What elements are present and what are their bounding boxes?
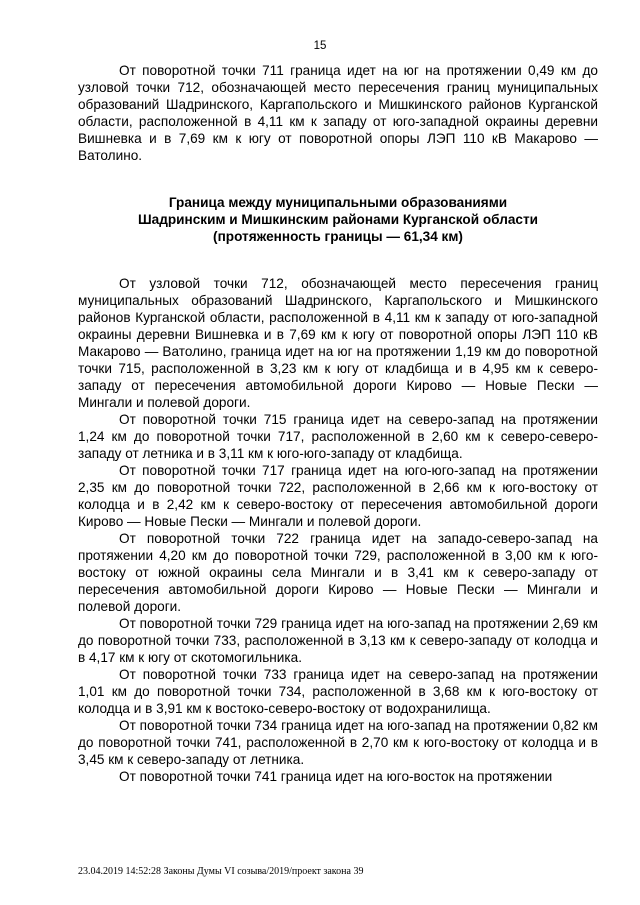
paragraph: От поворотной точки 715 граница идет на северо-запад на протяжении 1,24 км до поворотной точки 717, расположенной в 2,60 км к северо-северо-западу от летника и в 3,11 км к юго-юго-западу от кладбища. (78, 412, 598, 461)
section-heading (78, 194, 598, 245)
section-heading-line-1: Граница между муниципальными образованиями (168, 195, 508, 210)
document-body (78, 62, 598, 785)
page-number: 15 (313, 40, 327, 52)
paragraph: От поворотной точки 729 граница идет на юго-запад на протяжении 2,69 км до поворотной точки 733, расположенной в 3,13 км к северо-западу от колодца и в 4,17 км к югу от скотомогильника. (78, 616, 598, 665)
section-heading-line-3: (протяженность границы — 61,34 км) (213, 229, 463, 244)
paragraph: От узловой точки 712, обозначающей место пересечения границ муниципальных образований Шадринского, Каргапольского и Мишкинского районов Курганской области, расположенной в 4,11 км к западу от юго-западной окраины деревни Вишневка и в 7,69 км к югу от поворотной опоры ЛЭП 110 кВ Макарово — Ватолино, граница идет на юг на протяжении 1,19 км до поворотной точки 715, расположенной в 3,23 км к югу от кладбища и в 4,95 км к северо-западу от пересечения автомобильной дороги Кирово — Новые Пески — Мингали и полевой дороги. (78, 276, 598, 410)
section-heading-line-2: Шадринским и Мишкинским районами Курганской области (138, 212, 538, 227)
paragraph-intro: От поворотной точки 711 граница идет на юг на протяжении 0,49 км до узловой точки 712, обозначающей место пересечения границ муниципальных образований Шадринского, Каргапольского и Мишкинского районов Курганской области, расположенной в 4,11 км к западу от юго-западной окраины деревни Вишневка и в 7,69 км к югу от поворотной опоры ЛЭП 110 кВ Макарово — Ватолино. (78, 63, 598, 163)
paragraph: От поворотной точки 733 граница идет на северо-запад на протяжении 1,01 км до поворотной точки 734, расположенной в 3,68 км к юго-востоку от колодца и в 3,91 км к востоко-северо-востоку от водохранилища. (78, 667, 598, 716)
paragraph: От поворотной точки 734 граница идет на юго-запад на протяжении 0,82 км до поворотной точки 741, расположенной в 2,70 км к юго-востоку от колодца и в 3,45 км к северо-западу от летника. (78, 718, 598, 767)
paragraph: От поворотной точки 722 граница идет на западо-северо-запад на протяжении 4,20 км до поворотной точки 729, расположенной в 3,00 км к юго-востоку от южной окраины села Мингали и в 3,41 км к северо-западу от пересечения автомобильной дороги Кирово — Новые Пески — Мингали и полевой дороги. (78, 531, 598, 614)
paragraph: От поворотной точки 717 граница идет на юго-юго-запад на протяжении 2,35 км до поворотной точки 722, расположенной в 2,66 км к юго-востоку от колодца и в 2,42 км к северо-востоку от пересечения автомобильной дороги Кирово — Новые Пески — Мингали и полевой дороги. (78, 463, 598, 529)
paragraph: От поворотной точки 741 граница идет на юго-восток на протяжении (119, 769, 553, 784)
footer-file-path: 23.04.2019 14:52:28 Законы Думы VI созыва/2019/проект закона 39 (78, 866, 364, 877)
